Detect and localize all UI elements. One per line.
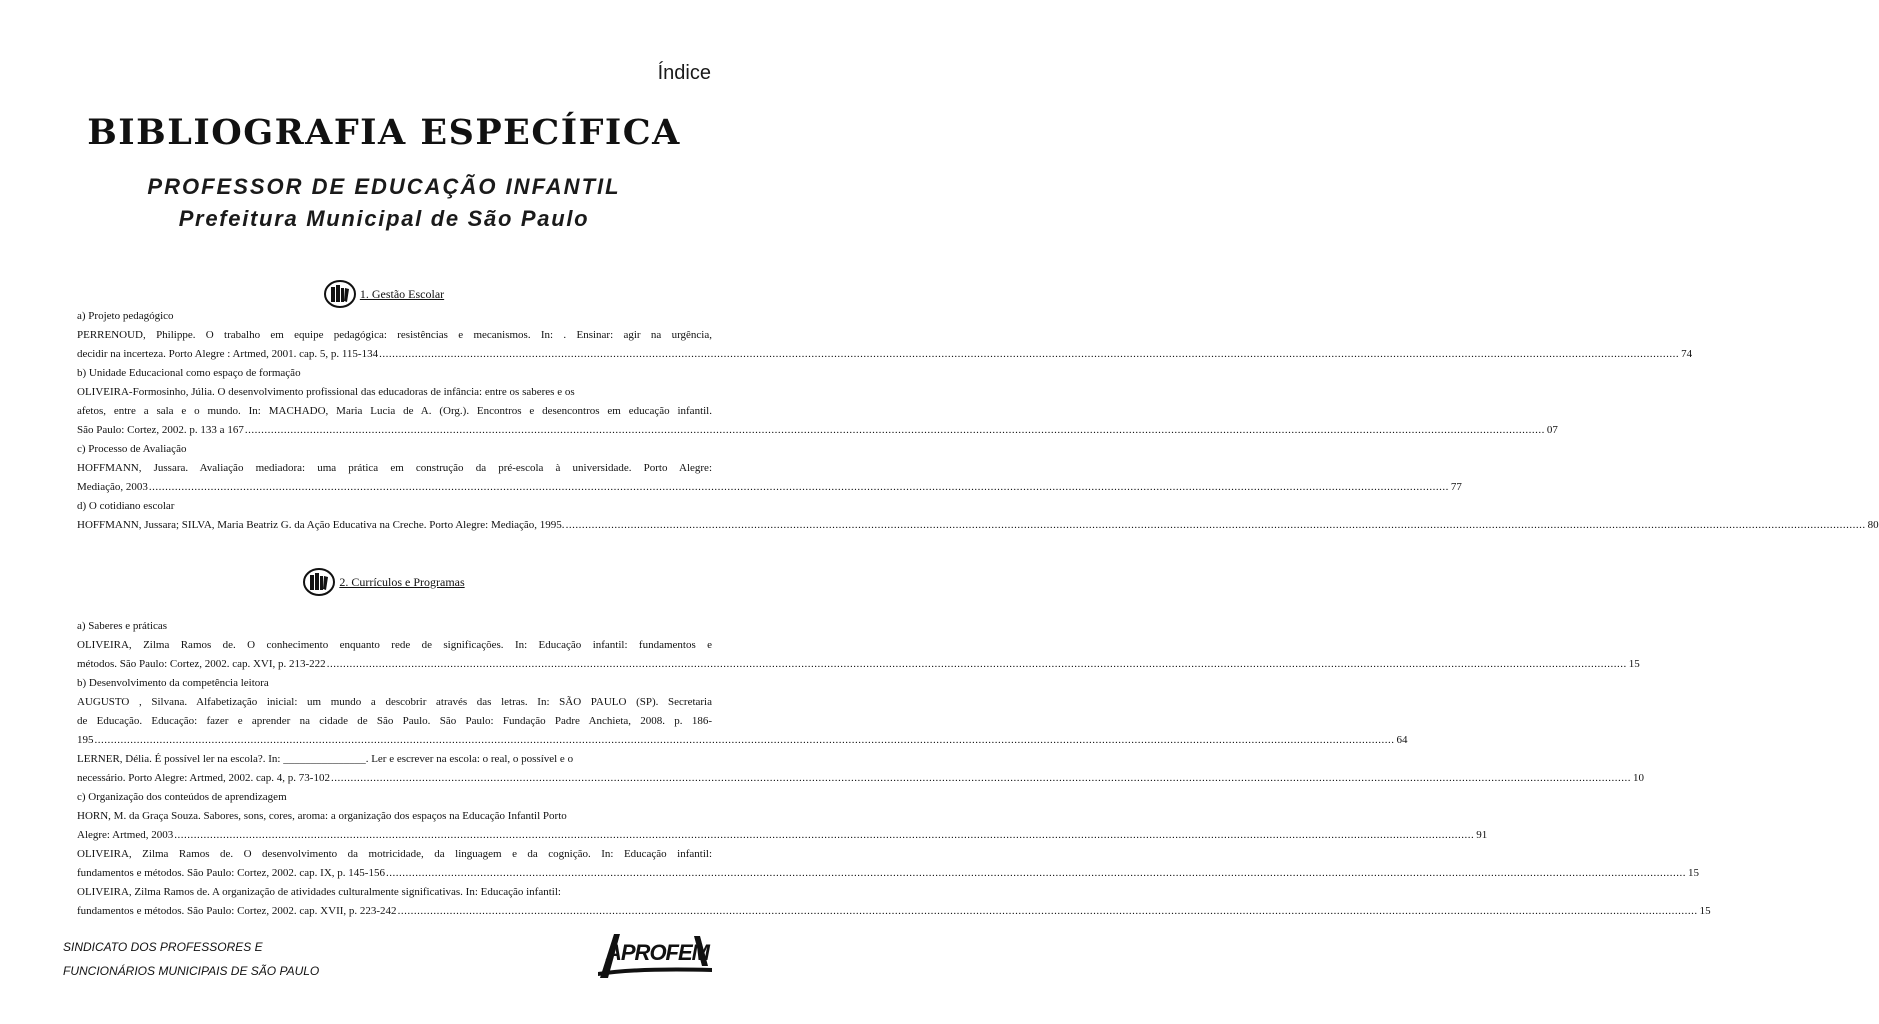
- entry-text: a) Projeto pedagógico: [77, 310, 174, 322]
- entry-text: b) Desenvolvimento da competência leitora: [77, 677, 269, 689]
- page-number: 07: [1546, 424, 1558, 436]
- section-entries-1: [77, 307, 1879, 535]
- dot-leader: ................................................................................................................................................................................................................................................................................................................................................................................................................: [565, 519, 1866, 531]
- footer-org-line-2: FUNCIONÁRIOS MUNICIPAIS DE SÃO PAULO: [63, 964, 320, 978]
- dot-leader: ................................................................................................................................................................................................................................................................................................................................................................................................................: [326, 658, 1627, 670]
- entry-text: c) Processo de Avaliação: [77, 443, 187, 455]
- entry-line: [77, 459, 712, 478]
- index-label: Índice: [657, 62, 711, 84]
- page-number: 77: [1450, 481, 1462, 493]
- entry-line: [77, 902, 1711, 921]
- page-number: 74: [1681, 348, 1693, 360]
- subtitle-role: PROFESSOR DE EDUCAÇÃO INFANTIL: [147, 174, 621, 199]
- footer-organization: [63, 935, 319, 983]
- dot-leader: ................................................................................................................................................................................................................................................................................................................................................................................................................: [148, 481, 1449, 493]
- entry-line: [77, 440, 712, 459]
- page-number: 15: [1628, 658, 1640, 670]
- page-number: 64: [1396, 734, 1408, 746]
- section-title-1: 1. Gestão Escolar: [359, 286, 445, 301]
- section-heading-1: [0, 280, 768, 308]
- page-number: 15: [1687, 867, 1699, 879]
- entry-text: fundamentos e métodos. São Paulo: Cortez, 2002. cap. IX, p. 145-156: [77, 867, 385, 879]
- dot-leader: ................................................................................................................................................................................................................................................................................................................................................................................................................: [379, 348, 1680, 360]
- entry-line: [77, 516, 1879, 535]
- entry-text: AUGUSTO , Silvana. Alfabetização inicial: um mundo a descobrir através das letras. In: SÃO PAULO (SP). Secretaria: [77, 696, 712, 708]
- entry-text: OLIVEIRA, Zilma Ramos de. A organização de atividades culturalmente significativas. In: Educação infantil:: [77, 886, 561, 898]
- entry-text: c) Organização dos conteúdos de aprendizagem: [77, 791, 287, 803]
- entry-text: decidir na incerteza. Porto Alegre : Artmed, 2001. cap. 5, p. 115-134: [77, 348, 379, 360]
- entry-line: [77, 674, 712, 693]
- entry-line: [77, 402, 712, 421]
- books-icon: [324, 280, 356, 308]
- dot-leader: ................................................................................................................................................................................................................................................................................................................................................................................................................: [174, 829, 1475, 841]
- entry-text: necessário. Porto Alegre: Artmed, 2002. cap. 4, p. 73-102: [77, 772, 330, 784]
- entry-text: 195: [77, 734, 94, 746]
- entry-line: [77, 636, 712, 655]
- entry-text: HOFFMANN, Jussara; SILVA, Maria Beatriz G. da Ação Educativa na Creche. Porto Alegre: Mediação, 1995.: [77, 519, 565, 531]
- entry-text: b) Unidade Educacional como espaço de formação: [77, 367, 301, 379]
- entry-line: [77, 807, 712, 826]
- dot-leader: ................................................................................................................................................................................................................................................................................................................................................................................................................: [330, 772, 1631, 784]
- section-entries-2: [77, 617, 1711, 921]
- entry-text: afetos, entre a sala e o mundo. In: MACHADO, Maria Lucia de A. (Org.). Encontros e desencontros em educação infantil.: [77, 405, 712, 417]
- entry-line: [77, 478, 1462, 497]
- entry-text: PERRENOUD, Philippe. O trabalho em equipe pedagógica: resistências e mecanismos. In: . Ensinar: agir na urgência,: [77, 329, 712, 341]
- entry-line: [77, 769, 1644, 788]
- entry-line: [77, 307, 712, 326]
- entry-line: [77, 655, 1640, 674]
- entry-line: [77, 345, 1693, 364]
- entry-text: OLIVEIRA, Zilma Ramos de. O conhecimento enquanto rede de significações. In: Educação infantil: fundamentos e: [77, 639, 712, 651]
- entry-text: fundamentos e métodos. São Paulo: Cortez, 2002. cap. XVII, p. 223-242: [77, 905, 397, 917]
- aprofem-logo: [596, 928, 716, 984]
- dot-leader: ................................................................................................................................................................................................................................................................................................................................................................................................................: [397, 905, 1698, 917]
- subtitle-institution: Prefeitura Municipal de São Paulo: [178, 206, 590, 231]
- entry-line: [77, 326, 712, 345]
- entry-text: a) Saberes e práticas: [77, 620, 168, 632]
- section-heading-2: [0, 568, 768, 596]
- entry-line: [77, 750, 712, 769]
- page-number: 15: [1699, 905, 1711, 917]
- page-number: 10: [1632, 772, 1644, 784]
- entry-text: Alegre: Artmed, 2003: [77, 829, 174, 841]
- entry-text: LERNER, Délia. É possível ler na escola?. In: _______________. Ler e escrever na escola: o real, o possível e o: [77, 753, 574, 765]
- dot-leader: ................................................................................................................................................................................................................................................................................................................................................................................................................: [385, 867, 1686, 879]
- entry-line: [77, 617, 712, 636]
- entry-line: [77, 693, 712, 712]
- page-number: 91: [1476, 829, 1488, 841]
- entry-line: [77, 497, 712, 516]
- books-icon: [303, 568, 335, 596]
- entry-line: [77, 788, 712, 807]
- entry-text: métodos. São Paulo: Cortez, 2002. cap. XVI, p. 213-222: [77, 658, 326, 670]
- dot-leader: ................................................................................................................................................................................................................................................................................................................................................................................................................: [244, 424, 1545, 436]
- entry-line: [77, 845, 712, 864]
- entry-text: São Paulo: Cortez, 2002. p. 133 a 167: [77, 424, 244, 436]
- entry-line: [77, 712, 712, 731]
- dot-leader: ................................................................................................................................................................................................................................................................................................................................................................................................................: [94, 734, 1395, 746]
- entry-text: OLIVEIRA-Formosinho, Júlia. O desenvolvimento profissional das educadoras de infância: entre os saberes e os: [77, 386, 575, 398]
- entry-line: [77, 731, 1408, 750]
- page-number: 80: [1867, 519, 1879, 531]
- logo-text: APROFEM: [606, 940, 709, 965]
- entry-text: OLIVEIRA, Zilma Ramos de. O desenvolvimento da motricidade, da linguagem e da cognição. In: Educação infantil:: [77, 848, 712, 860]
- entry-text: HOFFMANN, Jussara. Avaliação mediadora: uma prática em construção da pré-escola à universidade. Porto Alegre:: [77, 462, 712, 474]
- entry-line: [77, 826, 1488, 845]
- entry-text: Mediação, 2003: [77, 481, 148, 493]
- entry-line: [77, 421, 1558, 440]
- entry-text: HORN, M. da Graça Souza. Sabores, sons, cores, aroma: a organização dos espaços na Educação Infantil Porto: [77, 810, 567, 822]
- entry-line: [77, 883, 712, 902]
- section-title-2: 2. Currículos e Programas: [339, 574, 465, 589]
- entry-text: d) O cotidiano escolar: [77, 500, 175, 512]
- entry-text: de Educação. Educação: fazer e aprender na cidade de São Paulo. São Paulo: Fundação Padre Anchieta, 2008. p. 186-: [77, 715, 712, 727]
- footer-org-line-1: SINDICATO DOS PROFESSORES E: [63, 940, 263, 954]
- entry-line: [77, 864, 1699, 883]
- entry-line: [77, 383, 712, 402]
- page-title: BIBLIOGRAFIA ESPECÍFICA: [87, 112, 681, 153]
- entry-line: [77, 364, 712, 383]
